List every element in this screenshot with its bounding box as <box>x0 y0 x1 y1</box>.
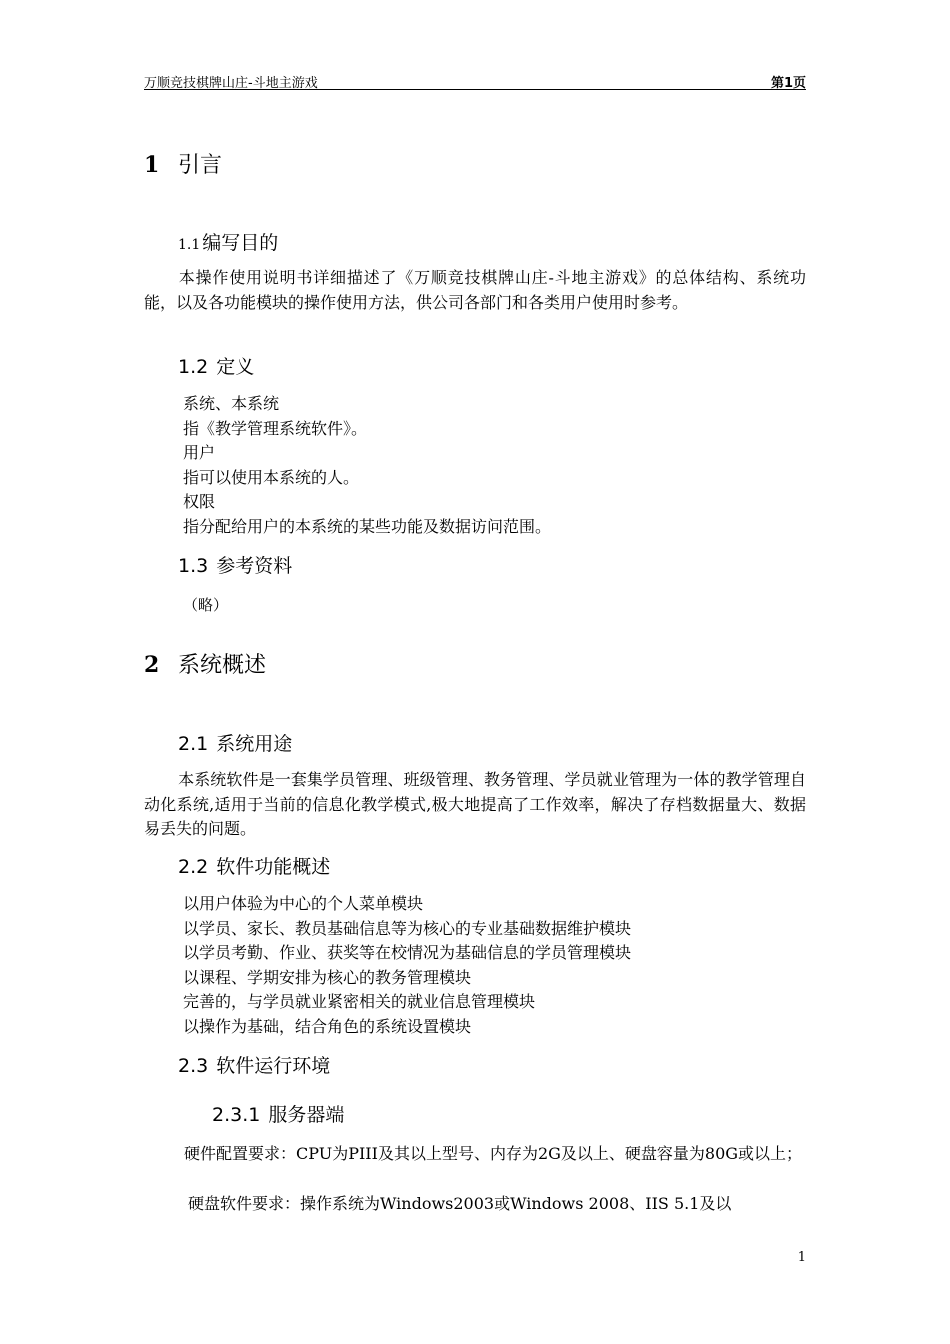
heading-number: 2.3.1 <box>212 1104 261 1126</box>
paragraph-system-use <box>144 768 806 842</box>
heading-text: 系统用途 <box>216 733 293 755</box>
list-item: 以用户体验为中心的个人菜单模块 <box>183 894 424 913</box>
definition-text: 指《教学管理系统软件》。 <box>183 418 368 438</box>
heading-number: 1.1 <box>178 237 201 253</box>
heading-section-2-3-1 <box>212 1100 344 1127</box>
page-number: 1 <box>797 1250 806 1265</box>
heading-section-2-2 <box>178 852 330 879</box>
heading-number: 1.2 <box>178 356 209 378</box>
heading-text: 引言 <box>178 153 223 178</box>
list-item: 以课程、学期安排为核心的教务管理模块 <box>183 967 472 987</box>
heading-text: 软件运行环境 <box>216 1055 331 1077</box>
heading-text: 系统概述 <box>178 653 267 678</box>
heading-section-2-1 <box>178 729 292 756</box>
list-item: 完善的，与学员就业紧密相关的就业信息管理模块 <box>183 992 536 1011</box>
heading-text: 定义 <box>216 356 255 378</box>
heading-section-1-2 <box>178 352 254 379</box>
heading-section-1-3 <box>178 551 292 578</box>
heading-text: 参考资料 <box>216 555 293 577</box>
paragraph-software <box>144 1192 806 1217</box>
paragraph-text: 硬件配置要求：CPU为PIII及其以上型号、内存为2G及以上、硬盘容量为80G或以上； <box>184 1144 803 1163</box>
list-item: 以学员、家长、教员基础信息等为核心的专业基础数据维护模块 <box>183 918 632 938</box>
heading-number: 2 <box>144 652 160 678</box>
feature-list <box>183 892 631 1039</box>
references-note: （略） <box>183 596 229 614</box>
heading-number: 1 <box>144 152 160 178</box>
header-page-label: 第1页 <box>770 76 806 91</box>
heading-number: 2.3 <box>178 1055 209 1077</box>
heading-number: 2.1 <box>178 733 209 755</box>
paragraph-purpose <box>144 266 806 315</box>
list-item: 以操作为基础，结合角色的系统设置模块 <box>183 1016 472 1036</box>
paragraph-text: 本操作使用说明书详细描述了《万顺竞技棋牌山庄-斗地主游戏》的总体结构、系统功能，以及各功能模块的操作使用方法，供公司各部门和各类用户使用时参考。 <box>144 268 806 312</box>
definition-term: 用户 <box>183 443 216 462</box>
heading-section-1-1 <box>178 228 278 255</box>
definition-term: 权限 <box>183 492 216 511</box>
definition-term: 系统、本系统 <box>183 394 280 413</box>
header-title: 万顺竞技棋牌山庄-斗地主游戏 <box>144 76 318 91</box>
heading-text: 编写目的 <box>202 232 279 254</box>
list-item: 以学员考勤、作业、获奖等在校情况为基础信息的学员管理模块 <box>183 943 632 962</box>
heading-section-1 <box>144 148 222 179</box>
heading-section-2-3 <box>178 1051 330 1078</box>
definitions-list <box>183 392 551 539</box>
definition-text: 指分配给用户的本系统的某些功能及数据访问范围。 <box>183 516 552 536</box>
heading-text: 服务器端 <box>268 1104 345 1126</box>
header-rule <box>144 89 806 90</box>
paragraph-text: 本系统软件是一套集学员管理、班级管理、教务管理、学员就业管理为一体的教学管理自动化系统,适用于当前的信息化教学模式,极大地提高了工作效率，解决了存档数据量大、数据易丢失的问题。 <box>144 770 806 838</box>
heading-number: 2.2 <box>178 856 209 878</box>
paragraph-text: 硬盘软件要求：操作系统为Windows2003或Windows 2008、IIS 5.1及以 <box>188 1194 732 1213</box>
definition-text: 指可以使用本系统的人。 <box>183 467 360 487</box>
heading-number: 1.3 <box>178 555 209 577</box>
heading-text: 软件功能概述 <box>216 856 331 878</box>
paragraph-hardware <box>144 1142 806 1167</box>
heading-section-2 <box>144 648 266 679</box>
